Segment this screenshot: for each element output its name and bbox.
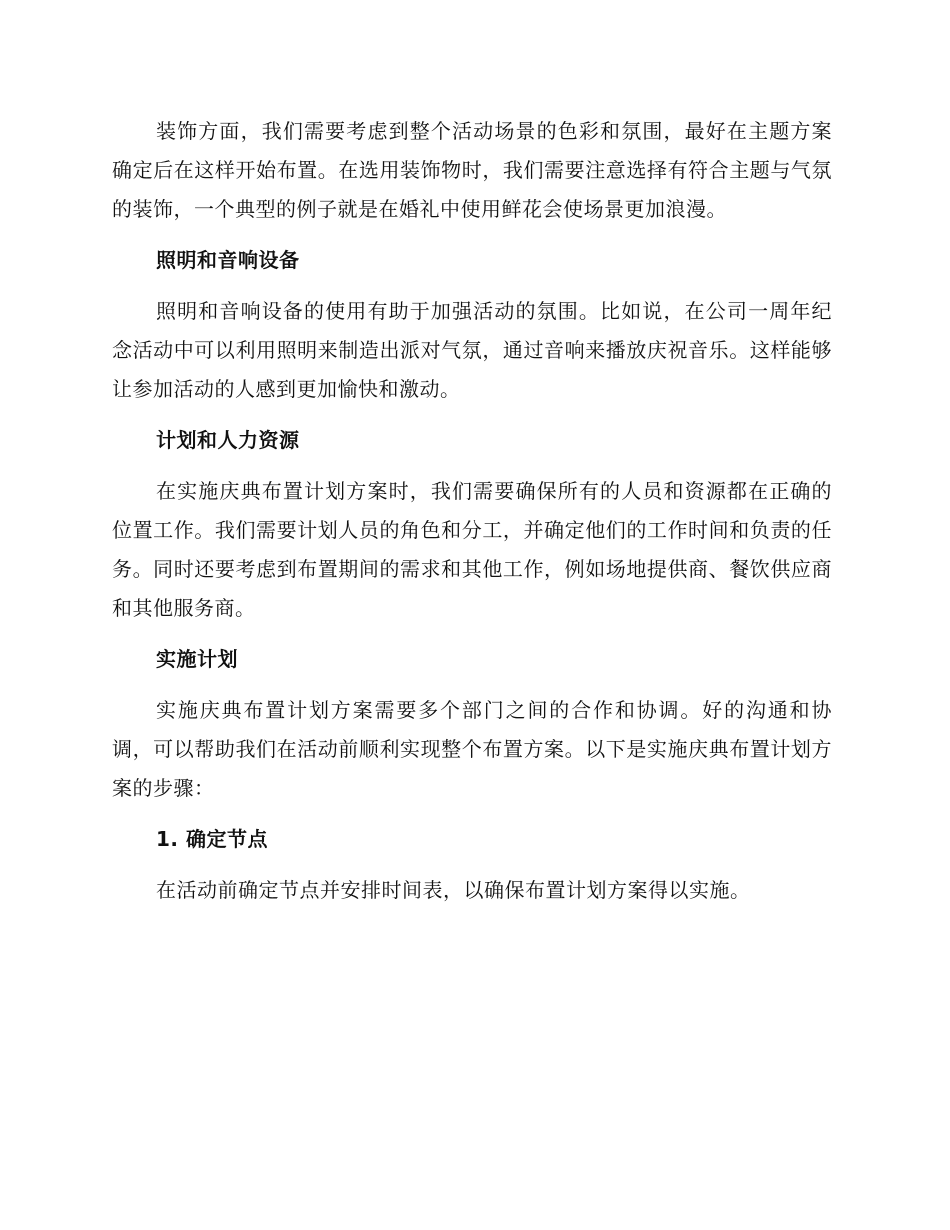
heading-implementation: 实施计划: [156, 647, 238, 671]
spacer: [112, 808, 832, 820]
spacer: [112, 679, 832, 691]
heading-step-1: 1. 确定节点: [156, 827, 268, 851]
paragraph-lighting-sound: 照明和音响设备的使用有助于加强活动的氛围。比如说，在公司一周年纪念活动中可以利用照明来制造出派对气氛，通过音响来播放庆祝音乐。这样能够让参加活动的人感到更加愉快和激动。: [112, 299, 832, 401]
paragraph-decoration: 装饰方面，我们需要考虑到整个活动场景的色彩和氛围，最好在主题方案确定后在这样开始布置。在选用装饰物时，我们需要注意选择有符合主题与气氛的装饰，一个典型的例子就是在婚礼中使用鲜花会使场景更加浪漫。: [112, 119, 832, 221]
spacer: [112, 280, 832, 292]
paragraph-planning-hr: 在实施庆典布置计划方案时，我们需要确保所有的人员和资源都在正确的位置工作。我们需要计划人员的角色和分工，并确定他们的工作时间和负责的任务。同时还要考虑到布置期间的需求和其他工作，例如场地提供商、餐饮供应商和其他服务商。: [112, 479, 832, 620]
heading-planning-hr: 计划和人力资源: [156, 428, 300, 452]
spacer: [112, 409, 832, 421]
paragraph-implementation: 实施庆典布置计划方案需要多个部门之间的合作和协调。好的沟通和协调，可以帮助我们在活动前顺利实现整个布置方案。以下是实施庆典布置计划方案的步骤：: [112, 698, 832, 800]
spacer: [112, 628, 832, 640]
spacer: [112, 229, 832, 241]
paragraph-step-1: 在活动前确定节点并安排时间表，以确保布置计划方案得以实施。: [156, 878, 751, 902]
heading-lighting-sound: 照明和音响设备: [156, 248, 300, 272]
spacer: [112, 859, 832, 871]
spacer: [112, 460, 832, 472]
document-body: [112, 112, 832, 910]
